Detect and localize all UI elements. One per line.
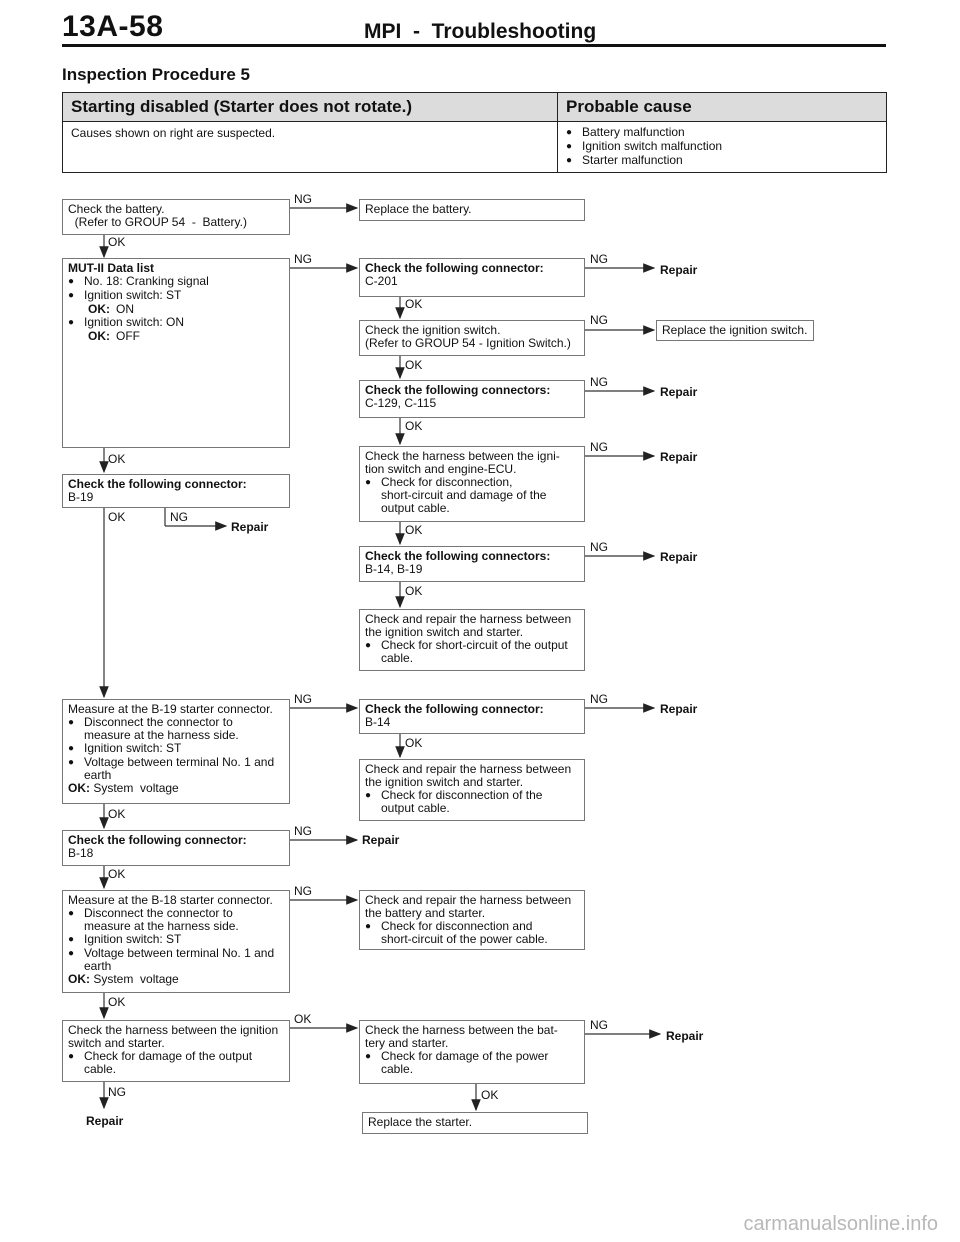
ok-label: OK [405, 419, 423, 433]
symptom-cell: Causes shown on right are suspected. [63, 122, 558, 173]
ok-label: OK [405, 584, 423, 598]
repair-label: Repair [231, 520, 269, 534]
ok-label: OK [405, 358, 423, 372]
replace-battery-box: Replace the battery. [359, 199, 585, 221]
ok-label: OK [108, 235, 126, 249]
bullet-icon: ● [68, 276, 75, 287]
check-connector-b19-box: Check the following connector: B-19 [62, 474, 290, 508]
page-title: MPI - Troubleshooting [364, 20, 597, 43]
repair-label: Repair [660, 385, 698, 399]
ng-label: NG [294, 252, 312, 266]
ng-label: NG [590, 540, 608, 554]
bullet-icon: ● [566, 155, 573, 166]
ng-label: NG [590, 692, 608, 706]
repair-label: Repair [362, 833, 400, 847]
repair-label: Repair [86, 1114, 124, 1128]
ok-label: OK [405, 736, 423, 750]
check-connectors-c129-box: Check the following connectors: C-129, C-115 [359, 380, 585, 418]
check-ignition-switch-box: Check the ignition switch. (Refer to GROUP 54 - Ignition Switch.) [359, 320, 585, 356]
section-title: Inspection Procedure 5 [62, 65, 250, 84]
ok-label: OK [108, 995, 126, 1009]
measure-b18-box: Measure at the B-18 starter connector. ● Disconnect the connector to measure at the harness side. ● Ignition switch: ST ● Voltage between terminal No. 1 and earth OK: System voltage [62, 890, 290, 993]
ng-label: NG [590, 313, 608, 327]
bullet-icon: ● [365, 921, 372, 932]
check-connector-c201-box: Check the following connector: C-201 [359, 258, 585, 297]
ng-label: NG [170, 510, 188, 524]
bullet-icon: ● [365, 1051, 372, 1062]
mut-data-list-box: MUT-II Data list ● No. 18: Cranking signal ● Ignition switch: ST OK: ON ● Ignition switch: ON OK: OFF [62, 258, 290, 448]
bullet-icon: ● [68, 317, 75, 328]
check-connectors-b14-b19-box: Check the following connectors: B-14, B-19 [359, 546, 585, 582]
bullet-icon: ● [68, 934, 75, 945]
ng-label: NG [294, 192, 312, 206]
bullet-icon: ● [68, 757, 75, 768]
repair-harness-disconnection-box: Check and repair the harness between the ignition switch and starter. ● Check for disconnection of the output cable. [359, 759, 585, 821]
ok-label: OK [108, 510, 126, 524]
ok-label: OK [108, 867, 126, 881]
probable-cause-header: Probable cause [558, 93, 887, 122]
bullet-icon: ● [68, 717, 75, 728]
repair-label: Repair [660, 550, 698, 564]
replace-ignition-switch-box: Replace the ignition switch. [656, 320, 814, 341]
ok-label: OK [108, 452, 126, 466]
ok-label: OK [108, 807, 126, 821]
ok-label: OK [294, 1012, 312, 1026]
ng-label: NG [590, 440, 608, 454]
watermark: carmanualsonline.info [743, 1213, 938, 1235]
cause-item: ● Starter malfunction [566, 153, 683, 167]
bullet-icon: ● [566, 127, 573, 138]
ok-label: OK [481, 1088, 499, 1102]
symptom-header: Starting disabled (Starter does not rotate.) [63, 93, 558, 122]
check-connector-b18-box: Check the following connector: B-18 [62, 830, 290, 866]
ng-label: NG [294, 824, 312, 838]
repair-harness-power-box: Check and repair the harness between the battery and starter. ● Check for disconnection and short-circuit of the power cable. [359, 890, 585, 950]
bullet-icon: ● [566, 141, 573, 152]
bullet-icon: ● [365, 790, 372, 801]
replace-starter-box: Replace the starter. [362, 1112, 588, 1134]
check-connector-b14-box: Check the following connector: B-14 [359, 699, 585, 734]
ok-label: OK [405, 523, 423, 537]
ng-label: NG [294, 692, 312, 706]
repair-label: Repair [660, 263, 698, 277]
measure-b19-box: Measure at the B-19 starter connector. ● Disconnect the connector to measure at the harness side. ● Ignition switch: ST ● Voltage between terminal No. 1 and earth OK: System voltage [62, 699, 290, 804]
bullet-icon: ● [68, 1051, 75, 1062]
harness-ign-ecu-box: Check the harness between the igni- tion switch and engine-ECU. ● Check for disconnection, short-circuit and damage of the output cable. [359, 446, 585, 522]
ng-label: NG [590, 1018, 608, 1032]
page-code: 13A-58 [62, 10, 164, 43]
bullet-icon: ● [68, 948, 75, 959]
bullet-icon: ● [68, 908, 75, 919]
repair-harness-short-box: Check and repair the harness between the ignition switch and starter. ● Check for short-circuit of the output cable. [359, 609, 585, 671]
cause-item: ● Ignition switch malfunction [566, 139, 723, 153]
ng-label: NG [590, 375, 608, 389]
bullet-icon: ● [68, 743, 75, 754]
cause-item: ● Battery malfunction [566, 125, 685, 139]
repair-label: Repair [660, 450, 698, 464]
ok-label: OK [405, 297, 423, 311]
ng-label: NG [590, 252, 608, 266]
bullet-icon: ● [365, 477, 372, 488]
ng-label: NG [294, 884, 312, 898]
bullet-icon: ● [365, 640, 372, 651]
harness-ign-starter-box: Check the harness between the ignition switch and starter. ● Check for damage of the output cable. [62, 1020, 290, 1082]
ng-label: NG [108, 1085, 126, 1099]
check-battery-box: Check the battery. (Refer to GROUP 54 - Battery.) [62, 199, 290, 235]
harness-battery-starter-box: Check the harness between the bat- tery and starter. ● Check for damage of the power cable. [359, 1020, 585, 1084]
repair-label: Repair [666, 1029, 704, 1043]
bullet-icon: ● [68, 290, 75, 301]
repair-label: Repair [660, 702, 698, 716]
